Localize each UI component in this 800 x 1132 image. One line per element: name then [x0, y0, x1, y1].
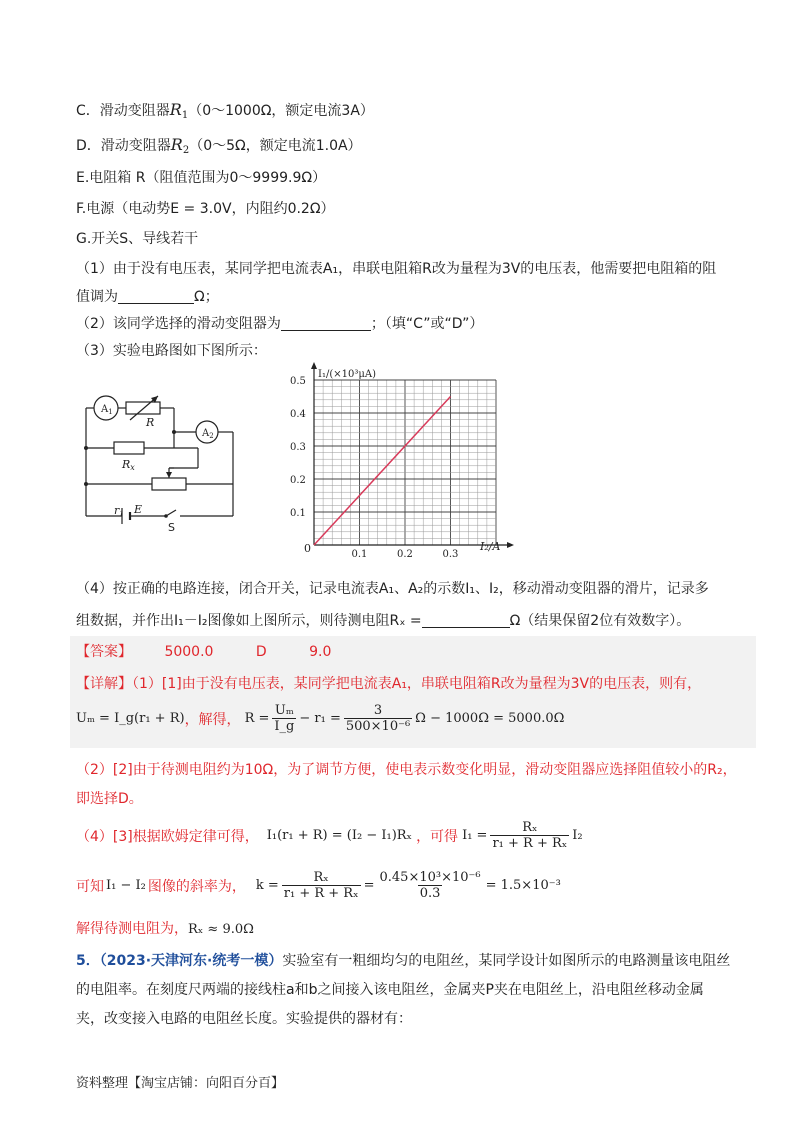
detail-tag: 【详解】 [76, 676, 132, 692]
label-a2: $A_2$ [202, 428, 214, 440]
series-line [314, 397, 451, 546]
option-c-spec: （0～1000Ω，额定电流3A） [188, 103, 374, 119]
option-e: E.电阻箱 R（阻值范围为0～9999.9Ω） [76, 170, 327, 186]
detail-line-7 [76, 918, 254, 938]
detail-line-1 [76, 673, 701, 693]
fraction-k-rx: $\frac{\text{Rₓ}}{\text{r₁ + R + Rₓ}}$ [283, 870, 359, 901]
answer-2: D [255, 644, 267, 660]
answer-line [76, 641, 331, 661]
option-d [76, 135, 362, 156]
origin-label: 0 [304, 542, 311, 555]
label-s: S [168, 521, 175, 534]
rheostat-icon [152, 478, 186, 490]
formula-i2: I₂ [572, 828, 583, 843]
question-4-pre: 组数据，并作出I₁－I₂图像如上图所示，则待测电阻Rₓ = [76, 613, 422, 629]
footer-note: 资料整理【淘宝店铺：向阳百分百】 [76, 1076, 285, 1091]
fraction-slope-value: $\frac{\text{0.45×10³×10⁻⁶}}{0.3}$ [379, 870, 481, 901]
option-c-sub: 1 [181, 110, 189, 121]
detail-mid-text: ，解得， [184, 711, 241, 728]
formula-slope-result: = 1.5×10⁻³ [485, 878, 561, 893]
question-5-source: （2023·天津河东·统考一模） [99, 953, 283, 969]
y-axis-arrow [311, 362, 317, 369]
detail-line-4: 即选择D。 [76, 791, 143, 807]
answer-tag: 【答案】 [76, 644, 132, 660]
formula-ohm: I₁(r₁ + R) = (I₂ − I₁)Rₓ [266, 828, 413, 843]
question-3: （3）实验电路图如下图所示： [76, 343, 267, 359]
label-e: E [134, 503, 143, 516]
formula-k: k = [255, 878, 279, 893]
detail-slope-text: 图像的斜率为， [147, 878, 246, 895]
switch-icon [164, 514, 168, 518]
question-1-post: Ω； [194, 289, 219, 305]
circuit-diagram [78, 384, 248, 544]
question-5-line1 [76, 950, 730, 970]
question-2 [76, 313, 483, 333]
option-d-label: D．滑动变阻器 [76, 138, 171, 154]
option-d-sub: 2 [182, 145, 190, 156]
option-g: G.开关S、导线若干 [76, 231, 199, 247]
detail-line-5 [76, 820, 583, 851]
fraction-rx-sum: $\frac{\text{Rₓ}}{\text{r₁ + R + Rₓ}}$ [492, 820, 568, 851]
answer-3: 9.0 [309, 644, 332, 660]
option-c-label: C．滑动变阻器 [76, 103, 170, 119]
fraction-3-500: $\frac{3}{\text{500×10⁻⁶}}$ [345, 703, 411, 734]
x-tick-label: 0.1 [351, 549, 368, 560]
detail-line-6 [76, 870, 561, 901]
detail-solve-text: 解得待测电阻为， [76, 921, 188, 937]
question-1-line1: （1）由于没有电压表，某同学把电流表A₁，串联电阻箱R改为量程为3V的电压表，他需要把电阻箱的阻 [76, 261, 717, 277]
question-4-line1: （4）按正确的电路连接，闭合开关，记录电流表A₁、A₂的示数I₁、I₂，移动滑动变阻器的滑片，记录多 [76, 581, 709, 597]
formula-i1-left: I₁ = [462, 828, 488, 843]
question-5-text-1: 实验室有一粗细均匀的电阻丝，某同学设计如图所示的电路测量该电阻丝 [282, 953, 731, 969]
option-f: F.电源（电动势E = 3.0V，内阻约0.2Ω） [76, 201, 335, 217]
y-tick-label: 0.3 [290, 442, 306, 453]
label-r1: r1 [114, 504, 124, 518]
y-tick-label: 0.1 [290, 508, 306, 519]
question-5-line2: 的电阻率。在刻度尺两端的接线柱a和b之间接入该电阻丝，金属夹P夹在电阻丝上，沿电阻丝移动金属 [76, 982, 704, 998]
option-d-spec: （0～5Ω，额定电流1.0A） [189, 138, 362, 154]
answer-blank-2[interactable] [281, 316, 371, 331]
detail-know-text: 可知 [76, 878, 104, 895]
x-tick-label: 0.2 [397, 549, 413, 560]
answer-blank-1[interactable] [118, 289, 194, 304]
resistor-box-icon [126, 402, 160, 414]
x-axis-label: I₂/A [480, 540, 501, 553]
detail-line-3: （2）[2]由于待测电阻约为10Ω，为了调节方便，使电表示数变化明显，滑动变阻器应选择阻值较小的R₂， [76, 762, 737, 778]
formula-equals: = [363, 878, 375, 893]
question-5-number: 5． [76, 953, 100, 969]
question-4-post: Ω（结果保留2位有效数字）。 [509, 613, 691, 629]
formula-rx-result: Rₓ ≈ 9.0Ω [188, 922, 254, 937]
y-tick-label: 0.5 [290, 376, 306, 387]
formula-um: Uₘ = I_g(r₁ + R) [76, 711, 185, 726]
label-rx: Rx [122, 458, 135, 472]
label-a1: $A_1$ [101, 404, 113, 416]
detail-ohm-text: （4）[3]根据欧姆定律可得， [76, 828, 259, 845]
label-r: R [146, 416, 155, 429]
question-2-post: ；（填“C”或“D”） [370, 316, 484, 332]
question-4-line2 [76, 610, 690, 630]
i1-i2-chart [282, 362, 522, 562]
detail-line-2 [76, 703, 564, 734]
answer-blank-3[interactable] [422, 613, 510, 628]
option-c [76, 100, 374, 121]
option-c-symbol: R [169, 100, 182, 119]
detail-then-text: ，可得 [416, 828, 459, 845]
formula-minus: − r₁ = [299, 711, 341, 726]
y-tick-label: 0.2 [290, 475, 306, 486]
y-tick-label: 0.4 [290, 409, 306, 420]
detail-text-1: （1）[1]由于没有电压表，某同学把电流表A₁，串联电阻箱R改为量程为3V的电压表，则有， [132, 676, 702, 692]
formula-result: Ω − 1000Ω = 5000.0Ω [415, 711, 565, 726]
formula-i1-i2: I₁ − I₂ [106, 878, 146, 893]
y-axis-label: I₁/(×10³μA) [318, 369, 376, 380]
resistor-rx-icon [114, 442, 144, 454]
formula-r-left: R = [244, 711, 270, 726]
x-axis-arrow [507, 542, 514, 548]
answer-1: 5000.0 [164, 644, 214, 660]
option-d-symbol: R [170, 135, 183, 154]
question-2-pre: （2）该同学选择的滑动变阻器为 [76, 316, 281, 332]
question-5-line3: 夹，改变接入电路的电阻丝长度。实验提供的器材有： [76, 1011, 412, 1027]
fraction-um-ig: $\frac{\text{Uₘ}}{I\_g}$ [274, 703, 295, 734]
x-tick-label: 0.3 [442, 549, 459, 560]
question-1-pre: 值调为 [76, 289, 118, 305]
question-1-line2 [76, 286, 219, 306]
